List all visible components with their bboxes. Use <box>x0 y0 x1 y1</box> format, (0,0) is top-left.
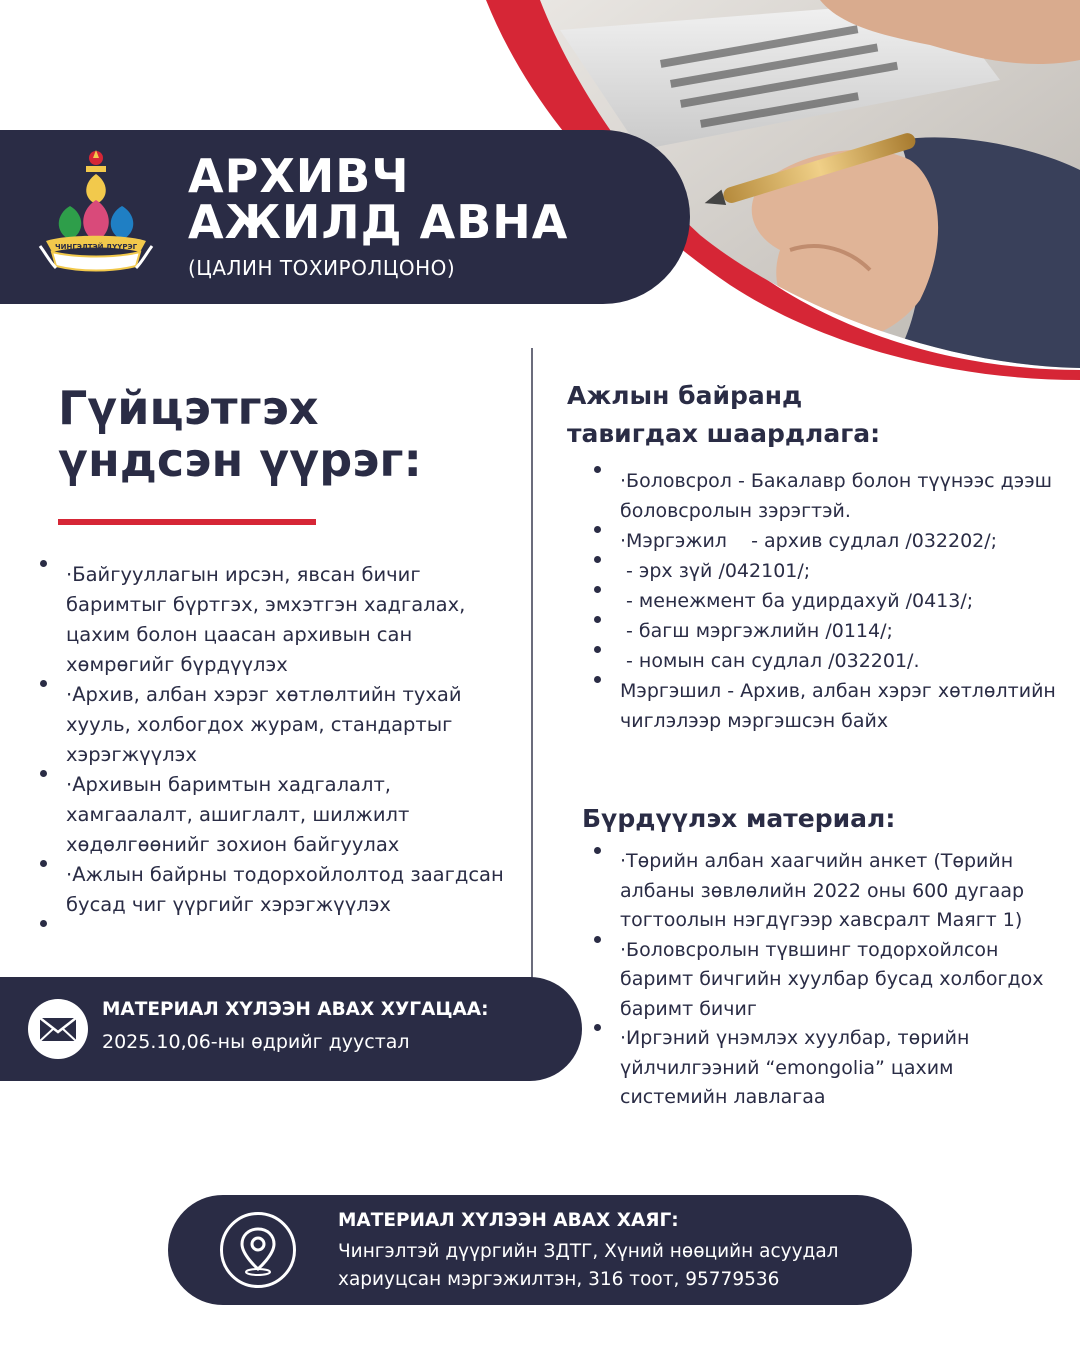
column-divider <box>531 348 533 978</box>
requirement-item: - номын сан судлал /032201/. <box>594 646 1064 676</box>
duty-item: ·Ажлын байрны тодорхойлолтод заагдсан бусад чиг үүргийг хэрэгжүүлэх <box>40 860 520 920</box>
envelope-icon-graphic <box>28 999 88 1059</box>
district-emblem-logo <box>36 146 156 276</box>
envelope-icon <box>28 999 88 1059</box>
address-line-1: Чингэлтэй дүүргийн ЗДТГ, Хүний нөөцийн асуудал <box>338 1241 839 1262</box>
material-item: ·Иргэний үнэмлэх хуулбар, төрийн үйлчилгээний “emongolia” цахим системийн лавлагаа <box>594 1024 1064 1113</box>
logo-graphic <box>36 146 156 276</box>
duties-list <box>40 560 520 950</box>
deadline-title: МАТЕРИАЛ ХҮЛЭЭН АВАХ ХУГАЦАА: <box>102 999 489 1020</box>
requirement-item: ·Мэргэжил - архив судлал /032202/; <box>594 526 1064 556</box>
duty-item: ·Байгууллагын ирсэн, явсан бичиг баримтыг бүртгэх, эмхэтгэн хадгалах, цахим болон цаасан архивын сан хөмрөгийг бүрдүүлэх <box>40 560 520 680</box>
materials-list <box>594 847 1064 1113</box>
address-line-2: хариуцсан мэргэжилтэн, 316 тоот, 95779536 <box>338 1269 780 1290</box>
duties-heading-line2: үндсэн үүрэг: <box>58 433 422 487</box>
location-pin-graphic <box>223 1215 293 1285</box>
requirements-heading-line1: Ажлын байранд <box>567 381 803 410</box>
requirement-item: - менежмент ба удирдахуй /0413/; <box>594 586 1064 616</box>
materials-heading: Бүрдүүлэх материал: <box>582 804 896 833</box>
duties-heading <box>58 382 498 486</box>
material-item: ·Боловсролын түвшинг тодорхойлсон баримт бичгийн хуулбар бусад холбогдох баримт бичиг <box>594 936 1064 1025</box>
duty-item-empty <box>40 920 520 950</box>
logo-lettering: ЧИНГЭЛТЭЙ ДҮҮРЭГ <box>54 243 138 251</box>
requirement-item: - багш мэргэжлийн /0114/; <box>594 616 1064 646</box>
address-title: МАТЕРИАЛ ХҮЛЭЭН АВАХ ХАЯГ: <box>338 1210 679 1231</box>
deadline-date: 2025.10,06-ны өдрийг дуустал <box>102 1031 410 1053</box>
material-item: ·Төрийн албан хаагчийн анкет (Төрийн албаны зөвлөлийн 2022 оны 600 дугаар тогтоолын нэгдүгээр хавсралт Маягт 1) <box>594 847 1064 936</box>
duty-item: ·Архив, албан хэрэг хөтлөлтийн тухай хууль, холбогдох журам, стандартыг хэрэгжүүлэх <box>40 680 520 770</box>
duty-item: ·Архивын баримтын хадгалалт, хамгаалалт, ашиглалт, шилжилт хөдөлгөөнийг зохион байгуулах <box>40 770 520 860</box>
location-pin-icon <box>220 1212 296 1288</box>
requirement-item: ·Боловсрол - Бакалавр болон түүнээс дээш боловсролын зэрэгтэй. <box>594 466 1064 526</box>
duties-heading-line1: Гүйцэтгэх <box>58 381 319 435</box>
heading-underline <box>58 519 316 525</box>
salary-subtitle: (ЦАЛИН ТОХИРОЛЦОНО) <box>188 256 456 280</box>
title-line-1: АРХИВЧ <box>188 149 410 203</box>
requirements-list <box>594 466 1064 736</box>
requirements-heading-line2: тавигдах шаардлага: <box>567 419 881 448</box>
requirements-heading <box>567 377 1047 453</box>
requirement-item: - эрх зүй /042101/; <box>594 556 1064 586</box>
requirement-item: Мэргэшил - Архив, албан хэрэг хөтлөлтийн чиглэлээр мэргэшсэн байх <box>594 676 1064 736</box>
title-line-2: АЖИЛД АВНА <box>188 195 569 249</box>
